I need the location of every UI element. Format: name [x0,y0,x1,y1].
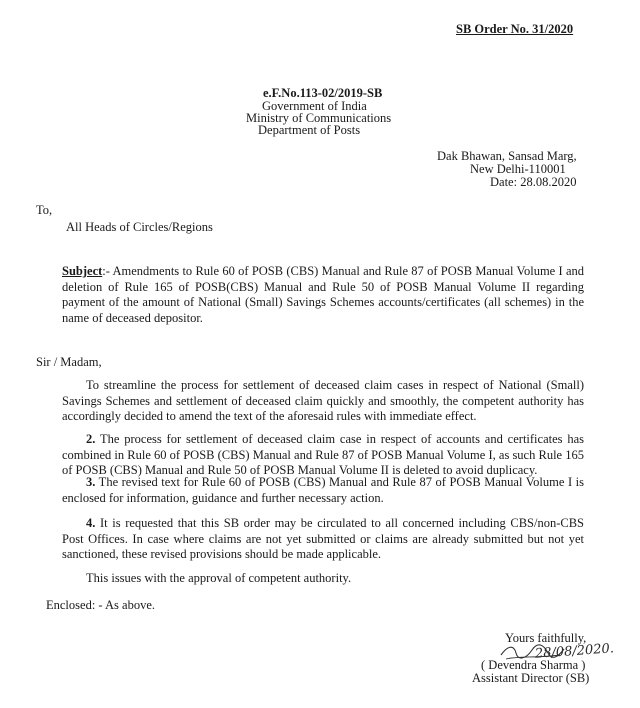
paragraph-4 [62,516,584,563]
letter-date: Date: 28.08.2020 [490,175,577,189]
handwritten-date: 28/08/2020. [534,641,615,662]
paragraph-text: The revised text for Rule 60 of POSB (CBS) Manual and Rule 87 of POSB Manual Volume I is enclosed for information, guidance and further necessary action. [62,475,584,505]
paragraph-1 [62,378,584,425]
signatory-designation: Assistant Director (SB) [472,671,590,685]
office-line-department: Department of Posts [258,123,361,137]
approval-line: This issues with the approval of competent authority. [86,571,352,585]
recipient: All Heads of Circles/Regions [66,220,213,234]
salutation: Sir / Madam, [36,355,102,369]
paragraph-2 [62,432,584,479]
to-label: To, [36,203,53,217]
address-line-street: Dak Bhawan, Sansad Marg, [437,149,577,163]
enclosure-note: Enclosed: - As above. [46,598,156,612]
paragraph-text: The process for settlement of deceased claim case in respect of accounts and certificates has combined in Rule 60 of POSB (CBS) Manual and Rule 87 of POSB Manual Volume I, as such Rule 165 of POSB (CBS) Manual and Rule 50 of POSB Manual Volume II is deleted to avoid duplicacy. [62,432,584,478]
signatory-name: ( Devendra Sharma ) [481,658,586,672]
subject-label: Subject [62,264,103,278]
paragraph-number: 2. [86,432,96,446]
paragraph-number: 4. [86,516,96,530]
address-line-city: New Delhi-110001 [470,162,566,176]
order-number: SB Order No. 31/2020 [456,22,574,36]
subject-text: :- Amendments to Rule 60 of POSB (CBS) Manual and Rule 87 of POSB Manual Volume I and deletion of Rule 165 of POSB(CBS) Manual and Rule 50 of POSB Manual Volume II regarding payment of the amount of National (Small) Savings Schemes accounts/certificates (all schemes) in the name of deceased depositor. [62,264,584,325]
subject-block [62,264,584,327]
paragraph-number: 3. [86,475,96,489]
paragraph-text: It is requested that this SB order may be circulated to all concerned including CBS/non-CBS Post Offices. In case where claims are not yet submitted or claims are already submitted but not yet sanctioned, these revised provisions should be made applicable. [62,516,584,562]
paragraph-3 [62,475,584,506]
office-line-government: Government of India [262,99,367,113]
closing-line: Yours faithfully, [505,631,587,645]
office-line-ministry: Ministry of Communications [246,111,392,125]
file-number: e.F.No.113-02/2019-SB [263,86,383,100]
paragraph-text: To streamline the process for settlement of deceased claim cases in respect of National (Small) Savings Schemes and settlement of deceased claim quickly and smoothly, the competent authority has accordingly decided to amend the text of the aforesaid rules with immediate effect. [62,378,584,424]
